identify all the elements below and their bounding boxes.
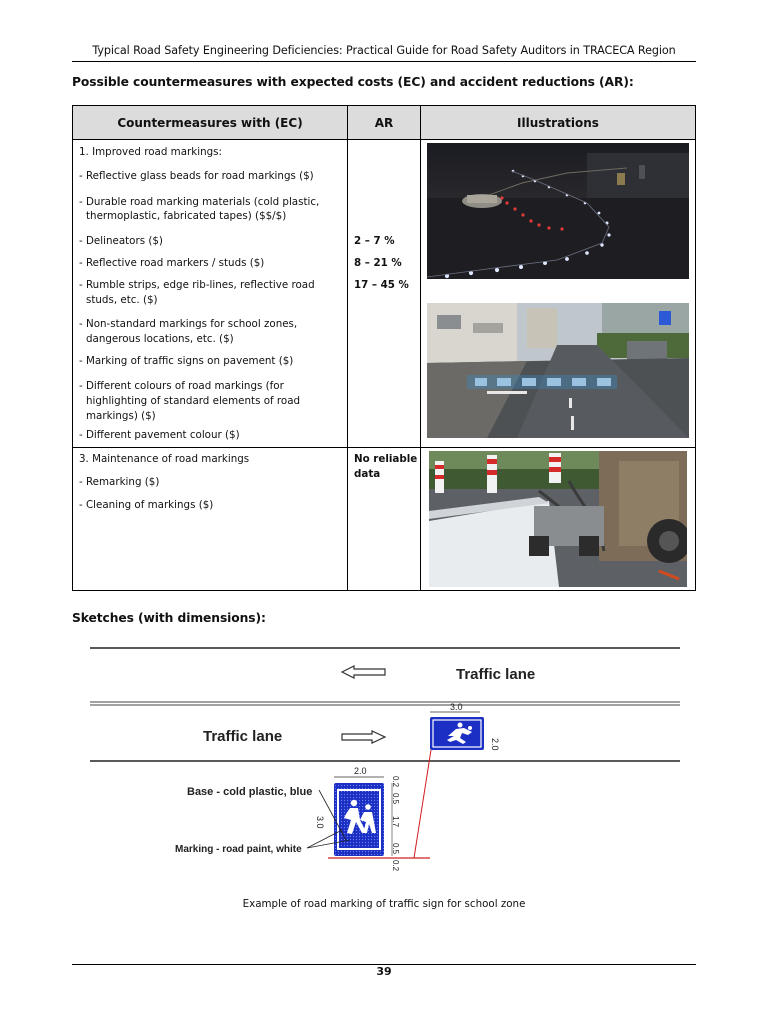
list-item: - Durable road marking materials (cold plastic, <box>79 196 320 208</box>
right-arrow-icon <box>342 731 385 743</box>
left-arrow-icon <box>342 666 385 678</box>
list-item: dangerous locations, etc. ($) <box>86 333 234 345</box>
list-item: - Delineators ($) <box>79 235 163 247</box>
small-sign-width: 3.0 <box>450 702 463 712</box>
zebra-crossing-photo <box>427 303 689 438</box>
big-sign-height: 3.0 <box>315 816 325 829</box>
dim-right: 0.2 <box>391 860 400 872</box>
night-road-studs-photo <box>427 143 689 279</box>
list-item: thermoplastic, fabricated tapes) ($$/$) <box>86 210 287 222</box>
header-countermeasures: Countermeasures with (EC) <box>73 106 348 140</box>
list-item: 1. Improved road markings: <box>79 146 222 158</box>
illustrations-cell <box>421 140 696 448</box>
countermeasures-title: Possible countermeasures with expected costs (EC) and accident reductions (AR): <box>72 75 634 89</box>
list-item: - Different pavement colour ($) <box>79 429 240 441</box>
list-item: - Reflective glass beads for road markings ($) <box>79 170 314 182</box>
illustrations-cell <box>421 448 696 591</box>
ar-cell <box>348 448 421 591</box>
ar-value: 2 – 7 % <box>354 235 395 247</box>
header-rule <box>72 61 696 62</box>
lane-label-bottom: Traffic lane <box>203 728 283 745</box>
small-sign-height: 2.0 <box>490 738 500 751</box>
list-item: - Remarking ($) <box>79 476 160 488</box>
ar-value: 8 – 21 % <box>354 257 402 269</box>
sketches-title: Sketches (with dimensions): <box>72 611 266 625</box>
list-item: - Non-standard markings for school zones, <box>79 318 298 330</box>
ar-value: data <box>354 468 381 480</box>
list-item: - Reflective road markers / studs ($) <box>79 257 265 269</box>
countermeasures-cell <box>73 140 348 448</box>
list-item: - Rumble strips, edge rib-lines, reflective road <box>79 279 315 291</box>
header-illustrations: Illustrations <box>421 106 696 140</box>
list-item: - Cleaning of markings ($) <box>79 499 214 511</box>
list-item: studs, etc. ($) <box>86 294 158 306</box>
table-row <box>73 448 696 591</box>
list-item: 3. Maintenance of road markings <box>79 453 250 465</box>
figure-caption: Example of road marking of traffic sign for school zone <box>242 898 526 910</box>
list-item: - Marking of traffic signs on pavement ($) <box>79 355 294 367</box>
page-number: 39 <box>376 965 392 978</box>
countermeasures-cell <box>73 448 348 591</box>
marking-machine-photo <box>429 451 687 587</box>
dim-right: 0.5 <box>391 793 400 805</box>
leader-line <box>414 750 431 858</box>
list-item: - Different colours of road markings (for <box>79 380 284 392</box>
ar-value: No reliable <box>354 453 418 465</box>
header-ar: AR <box>348 106 421 140</box>
dim-right: 0.5 <box>391 843 400 855</box>
table-row <box>73 140 696 448</box>
countermeasures-table <box>72 105 696 591</box>
label-base: Base - cold plastic, blue <box>187 786 313 798</box>
running-header: Typical Road Safety Engineering Deficiencies: Practical Guide for Road Safety Auditors in TRACECA Region <box>92 44 676 57</box>
big-sign-width: 2.0 <box>354 766 367 776</box>
list-item: highlighting of standard elements of road <box>86 395 301 407</box>
dim-right: 0.2 <box>391 776 400 788</box>
school-zone-marking-sketch <box>88 640 682 882</box>
lane-label-top: Traffic lane <box>456 666 536 683</box>
list-item: markings) ($) <box>86 410 156 422</box>
ar-cell <box>348 140 421 448</box>
ar-value: 17 – 45 % <box>354 279 409 291</box>
label-marking: Marking - road paint, white <box>175 844 302 855</box>
dim-right: 1.7 <box>391 816 400 828</box>
